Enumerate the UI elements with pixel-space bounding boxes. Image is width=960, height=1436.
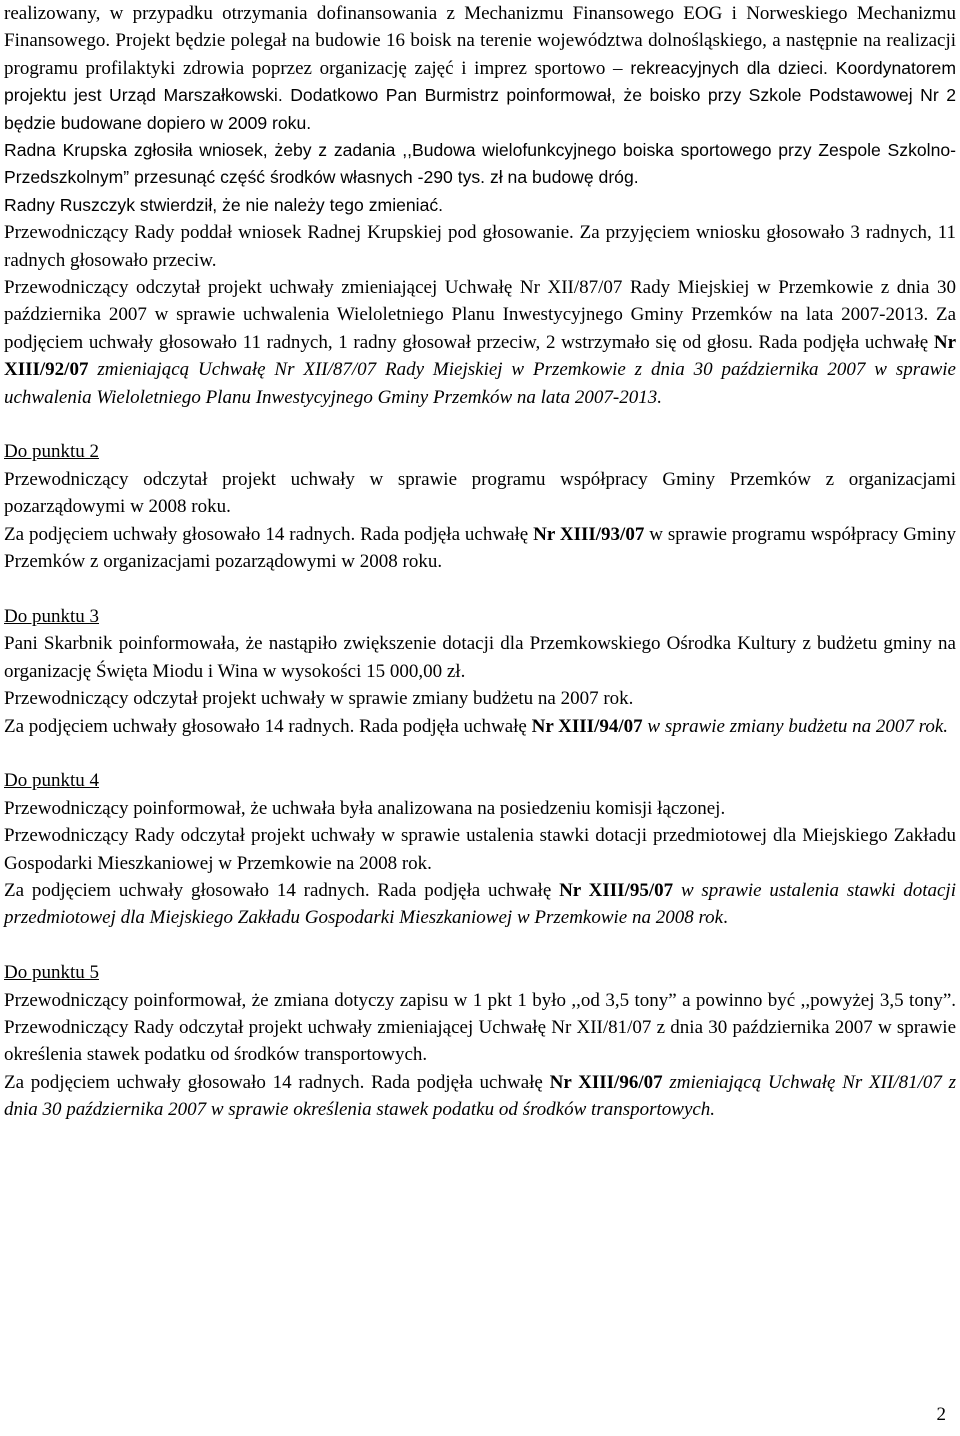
punkt-3-paragraph-3 bbox=[4, 713, 956, 740]
punkt-2-paragraph-1: Przewodniczący odczytał projekt uchwały w sprawie programu współpracy Gminy Przemków z organizacjami pozarządowymi w 2008 roku. bbox=[4, 468, 956, 518]
punkt-3-paragraph-2: Przewodniczący odczytał projekt uchwały w sprawie zmiany budżetu na 2007 rok. bbox=[4, 688, 634, 710]
vote-text: Za podjęciem uchwały głosowało 14 radnych. Rada podjęła uchwałę bbox=[4, 715, 532, 737]
section-heading-punkt-4: Do punktu 4 bbox=[4, 770, 99, 792]
resolution-number: Nr XIII/95/07 bbox=[559, 879, 674, 901]
resolution-number: Nr XIII/96/07 bbox=[549, 1071, 663, 1093]
resolution-title: w sprawie programu współpracy Gminy Przemków z organizacjami pozarządowymi w 2008 roku. bbox=[4, 523, 956, 573]
punkt-5-paragraph-1: Przewodniczący poinformował, że zmiana dotyczy zapisu w 1 pkt 1 było ,,od 3,5 tony” a powinno być ,,powyżej 3,5 tony”. Przewodniczący Rady odczytał projekt uchwały zmieniającej Uchwałę Nr XII/81/07 z dnia 30 października 2007 w sprawie określenia stawek podatku od środków transportowych. bbox=[4, 989, 956, 1066]
punkt-4-paragraph-2: Przewodniczący Rady odczytał projekt uchwały w sprawie ustalenia stawki dotacji przedmiotowej dla Miejskiego Zakładu Gospodarki Mieszkaniowej w Przemkowie na 2008 rok. bbox=[4, 825, 956, 874]
punkt-3-paragraph-1: Pani Skarbnik poinformowała, że nastąpiło zwiększenie dotacji dla Przemkowskiego Ośrodka Kultury z budżetu gminy na organizację Święta Miodu i Wina w wysokości 15 000,00 zł. bbox=[4, 633, 956, 682]
spacer bbox=[4, 576, 956, 603]
page-number: 2 bbox=[936, 1404, 946, 1425]
spacer bbox=[4, 740, 956, 767]
sentence-end: . bbox=[723, 907, 728, 929]
resolution-title: zmieniającą Uchwałę Nr XII/87/07 Rady Miejskiej w Przemkowie z dnia 30 października 2007 w sprawie uchwalenia Wieloletniego Planu Inwestycyjnego Gminy Przemków na lata 2007-2013. bbox=[4, 359, 956, 408]
intro-text-serif: realizowany, w przypadku otrzymania dofinansowania z Mechanizmu Finansowego EOG i Norweskiego Mechanizmu Finansowego. Projekt będzie polegał na budowie 16 boisk na terenie województwa dolnośląskiego, a następnie na realizacji programu profilaktyki zdrowia poprzez organizację zajęć i imprez sportowo – bbox=[4, 3, 956, 79]
spacer bbox=[4, 411, 956, 438]
spacer bbox=[4, 932, 956, 959]
punkt-5-paragraph-2 bbox=[4, 1069, 956, 1124]
intro-paragraph-5 bbox=[4, 274, 956, 411]
intro-paragraph-2: Radna Krupska zgłosiła wniosek, żeby z zadania ,,Budowa wielofunkcyjnego boiska sportowego przy Zespole Szkolno-Przedszkolnym” przesunąć część środków własnych -290 tys. zł na budowę dróg. bbox=[4, 140, 956, 188]
section-heading-punkt-5: Do punktu 5 bbox=[4, 962, 99, 984]
resolution-number: Nr XIII/92/07 bbox=[4, 331, 956, 381]
resolution-title: w sprawie zmiany budżetu na 2007 rok. bbox=[642, 715, 949, 737]
intro-paragraph-3: Radny Ruszczyk stwierdził, że nie należy tego zmieniać. bbox=[4, 194, 444, 215]
intro-text-sans: rekreacyjnych dla dzieci. Koordynatorem projektu jest Urząd Marszałkowski. Dodatkowo Pan Burmistrz poinformował, że boisko przy Szkole Podstawowej Nr 2 będzie budowane dopiero w 2009 roku. bbox=[4, 57, 956, 133]
resolution-number: Nr XIII/93/07 bbox=[533, 523, 645, 545]
vote-text: Za podjęciem uchwały głosowało 14 radnych. Rada podjęła uchwałę bbox=[4, 879, 560, 901]
resolution-title: w sprawie ustalenia stawki dotacji przedmiotowej dla Miejskiego Zakładu Gospodarki Mieszkaniowej w Przemkowie na 2008 rok bbox=[4, 879, 956, 929]
vote-text: Za podjęciem uchwały głosowało 14 radnych. Rada podjęła uchwałę bbox=[4, 1071, 550, 1093]
section-heading-punkt-3: Do punktu 3 bbox=[4, 605, 99, 627]
section-heading-punkt-2: Do punktu 2 bbox=[4, 441, 99, 463]
intro-paragraph-4: Przewodniczący Rady poddał wniosek Radnej Krupskiej pod głosowanie. Za przyjęciem wniosku głosowało 3 radnych, 11 radnych głosowało przeciw. bbox=[4, 222, 956, 271]
resolution-text: Przewodniczący odczytał projekt uchwały zmieniającej Uchwałę Nr XII/87/07 Rady Miejskiej w Przemkowie z dnia 30 października 2007 w sprawie uchwalenia Wieloletniego Planu Inwestycyjnego Gminy Przemków na lata 2007-2013. Za podjęciem uchwały głosowało 11 radnych, 1 radny głosował przeciw, 2 wstrzymało się od głosu. Rada podjęła uchwałę bbox=[4, 277, 956, 353]
punkt-4-paragraph-1: Przewodniczący poinformował, że uchwała była analizowana na posiedzeniu komisji łączonej. bbox=[4, 797, 726, 819]
resolution-number: Nr XIII/94/07 bbox=[531, 715, 643, 737]
punkt-2-paragraph-2 bbox=[4, 521, 956, 576]
vote-text: Za podjęciem uchwały głosowało 14 radnych. Rada podjęła uchwałę bbox=[4, 523, 534, 545]
intro-paragraph-1 bbox=[4, 0, 956, 137]
resolution-title: zmieniającą Uchwałę Nr XII/81/07 z dnia 30 października 2007 w sprawie określenia stawek podatku od środków transportowych. bbox=[4, 1071, 957, 1121]
punkt-4-paragraph-3 bbox=[4, 877, 956, 932]
